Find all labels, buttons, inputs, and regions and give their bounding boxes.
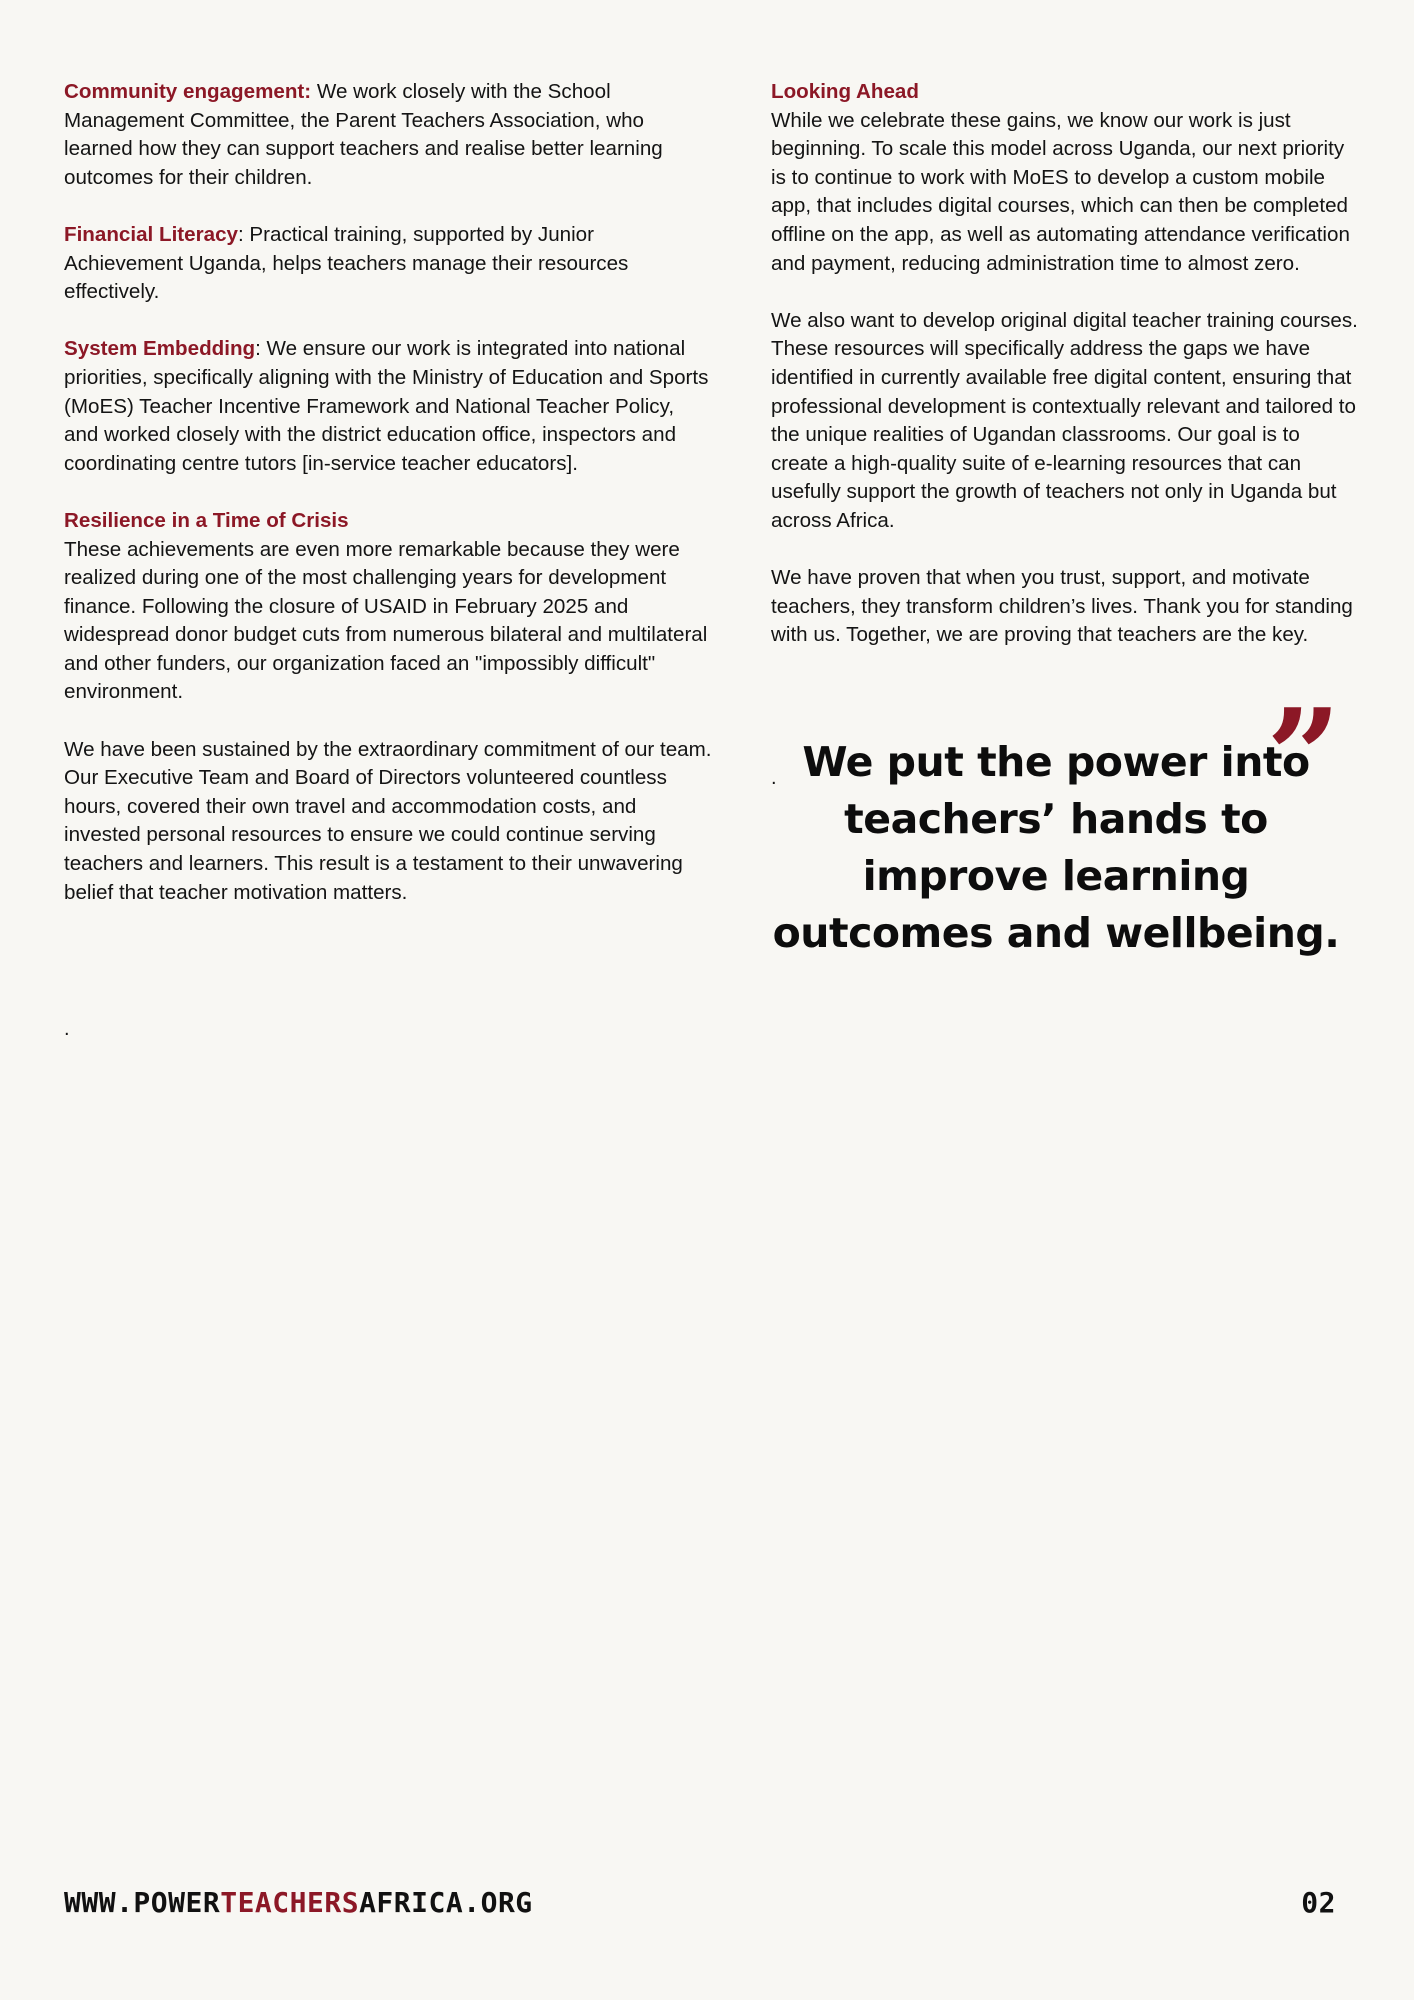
proven-paragraph: We have proven that when you trust, support, and motivate teachers, they transform children’s lives. Thank you for standing with us. Together, we are proving that teachers are the key. <box>771 566 1353 647</box>
digital-courses-paragraph: We also want to develop original digital teacher training courses. These resources will specifically address the gaps we have identified in currently available free digital content, ensuring that professional development is contextually relevant and tailored to the unique realities of Ugandan classrooms. Our goal is to create a high-quality suite of e-learning resources that can usefully support the growth of teachers not only in Uganda but across Africa. <box>771 308 1358 532</box>
system-embedding-label: System Embedding <box>64 337 256 361</box>
community-engagement-label: Community engagement: <box>64 80 312 103</box>
right-column <box>771 78 1361 678</box>
quote-text: We put the power into teachers’ hands to improve learning outcomes and wellbeing. <box>772 738 1340 957</box>
url-accent: TEACHERS <box>220 1886 360 1919</box>
financial-literacy-paragraph <box>64 221 714 307</box>
community-engagement-paragraph <box>64 78 714 192</box>
financial-literacy-label: Financial Literacy <box>64 222 238 246</box>
system-embedding-text: : We ensure our work is integrated into national priorities, specifically aligning with the Ministry of Education and Sports (MoES) Teacher Incentive Framework and National Teacher Policy, and worked closely with the district education office, inspectors and coordinating centre tutors [in-service teacher educators]. <box>64 337 709 475</box>
looking-ahead-text: While we celebrate these gains, we know our work is just beginning. To scale this model across Uganda, our next priority is to continue to work with MoES to develop a custom mobile app, that includes digital courses, which can then be completed offline on the app, as well as automating attendance verification and payment, reducing administration time to almost zero. <box>771 108 1350 275</box>
page-number: 02 <box>1301 1886 1336 1919</box>
community-engagement-text: We work closely with the School Management Committee, the Parent Teachers Association, who learned how they can support teachers and realise better learning outcomes for their children. <box>64 80 663 189</box>
left-column <box>64 78 714 936</box>
url-suffix: AFRICA.ORG <box>359 1886 533 1919</box>
quote-dot: . <box>771 767 777 789</box>
trailing-dot: . <box>64 1018 70 1040</box>
looking-ahead-section <box>771 78 1361 278</box>
resilience-text: These achievements are even more remarkable because they were realized during one of the most challenging years for development finance. Following the closure of USAID in February 2025 and widespread donor budget cuts from numerous bilateral and multilateral and other funders, our organization faced an "impossibly difficult" environment. <box>64 537 708 704</box>
resilience-section <box>64 507 714 707</box>
url-prefix: WWW.POWER <box>64 1886 221 1919</box>
financial-literacy-text: : Practical training, supported by Junior Achievement Uganda, helps teachers manage their resources effectively. <box>64 222 629 304</box>
sustained-paragraph: We have been sustained by the extraordinary commitment of our team. Our Executive Team and Board of Directors volunteered countless hours, covered their own travel and accommodation costs, and invested personal resources to ensure we could continue serving teachers and learners. This result is a testament to their unwavering belief that teacher motivation matters. <box>64 737 712 904</box>
website-url[interactable] <box>64 1886 533 1919</box>
looking-ahead-heading: Looking Ahead <box>771 80 919 103</box>
system-embedding-paragraph <box>64 335 714 478</box>
resilience-heading: Resilience in a Time of Crisis <box>64 508 349 532</box>
closing-quote-icon: ” <box>1266 680 1341 833</box>
